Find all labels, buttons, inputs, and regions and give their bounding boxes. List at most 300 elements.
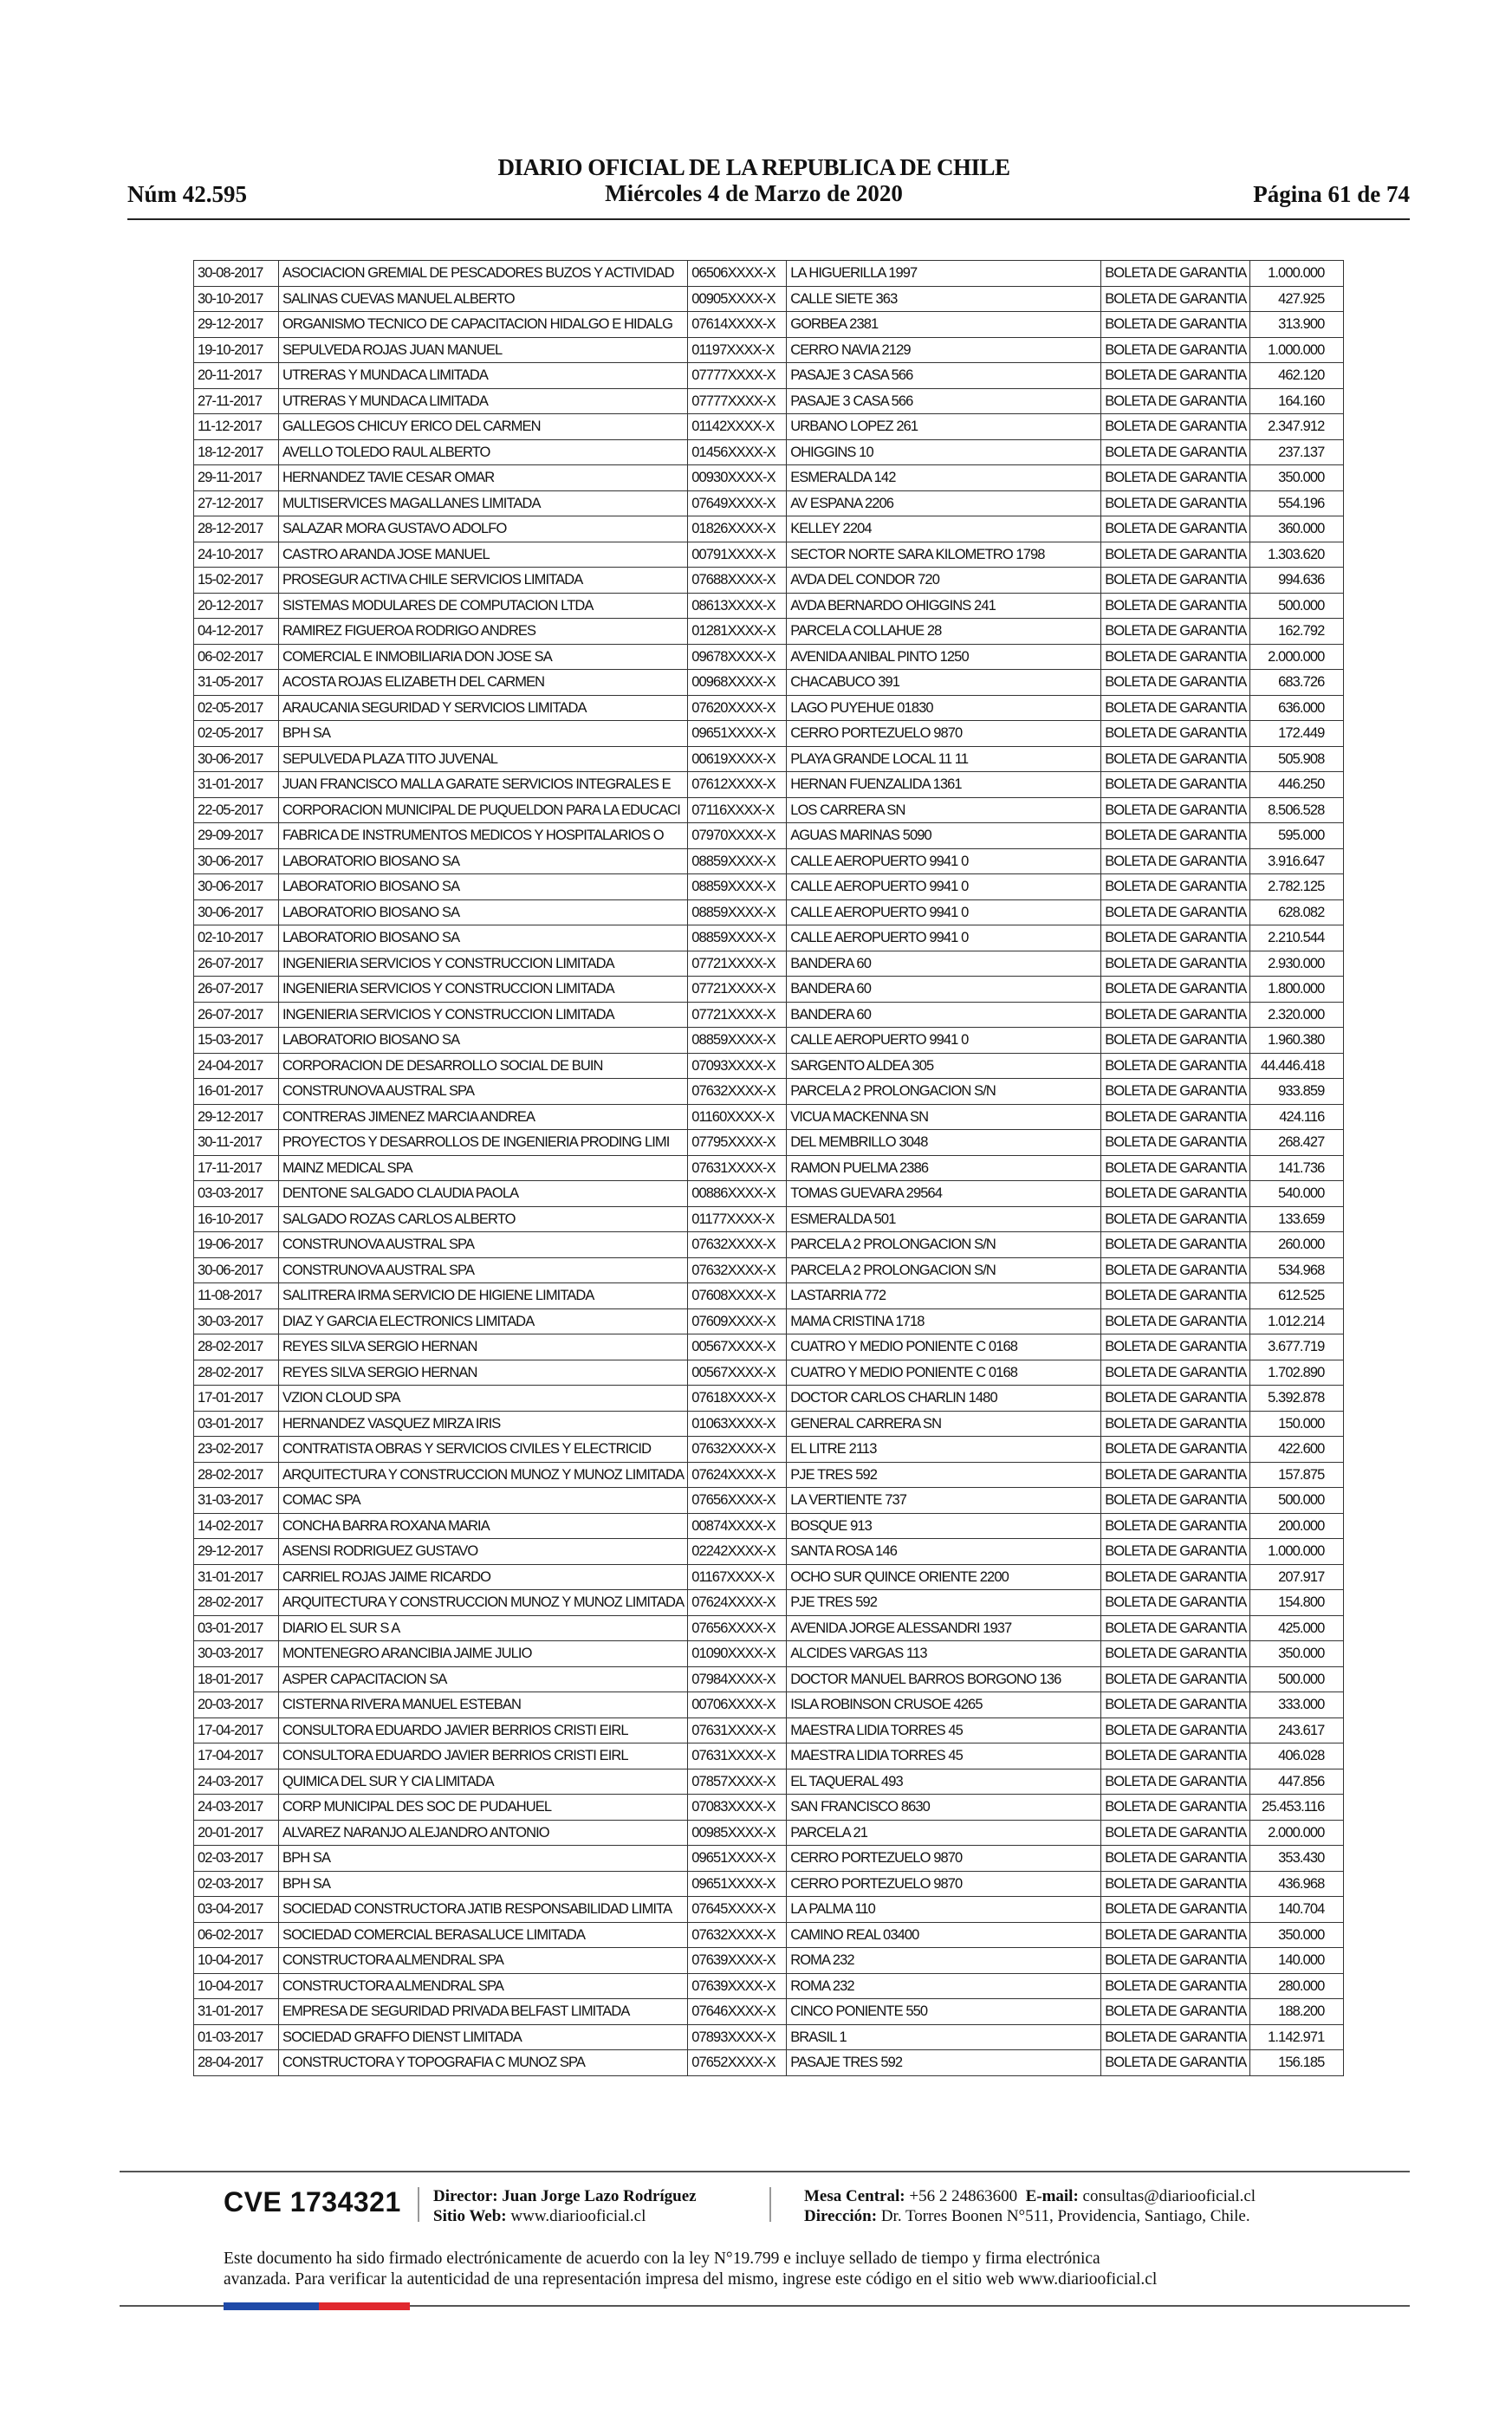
row-name: UTRERAS Y MUNDACA LIMITADA <box>279 388 688 414</box>
table-row <box>194 286 1344 312</box>
row-rut: 07970XXXX-X <box>688 823 787 849</box>
row-type: BOLETA DE GARANTIA <box>1101 363 1250 389</box>
table-row <box>194 516 1344 542</box>
row-name: MULTISERVICES MAGALLANES LIMITADA <box>279 490 688 516</box>
table-row <box>194 1181 1344 1207</box>
row-type: BOLETA DE GARANTIA <box>1101 490 1250 516</box>
table-row <box>194 925 1344 951</box>
row-rut: 07777XXXX-X <box>688 388 787 414</box>
row-address: SAN FRANCISCO 8630 <box>787 1795 1101 1821</box>
row-amount: 462.120 <box>1250 363 1344 389</box>
row-date: 30-06-2017 <box>194 848 279 874</box>
row-rut: 01281XXXX-X <box>688 619 787 645</box>
table-row <box>194 1411 1344 1437</box>
row-rut: 07608XXXX-X <box>688 1283 787 1309</box>
row-name: COMAC SPA <box>279 1488 688 1514</box>
row-type: BOLETA DE GARANTIA <box>1101 1053 1250 1079</box>
row-address: DOCTOR CARLOS CHARLIN 1480 <box>787 1386 1101 1412</box>
row-type: BOLETA DE GARANTIA <box>1101 1386 1250 1412</box>
table-row <box>194 797 1344 823</box>
row-name: VZION CLOUD SPA <box>279 1386 688 1412</box>
row-amount: 612.525 <box>1250 1283 1344 1309</box>
row-date: 28-02-2017 <box>194 1334 279 1360</box>
row-amount: 8.506.528 <box>1250 797 1344 823</box>
row-type: BOLETA DE GARANTIA <box>1101 951 1250 977</box>
table-body <box>194 261 1344 2076</box>
row-address: AVENIDA JORGE ALESSANDRI 1937 <box>787 1615 1101 1641</box>
row-date: 29-12-2017 <box>194 1539 279 1565</box>
row-name: FABRICA DE INSTRUMENTOS MEDICOS Y HOSPITALARIOS O <box>279 823 688 849</box>
row-date: 31-01-2017 <box>194 1564 279 1590</box>
row-address: GENERAL CARRERA SN <box>787 1411 1101 1437</box>
row-rut: 08859XXXX-X <box>688 1028 787 1054</box>
table-row <box>194 772 1344 798</box>
table-row <box>194 414 1344 440</box>
row-name: SOCIEDAD COMERCIAL BERASALUCE LIMITADA <box>279 1922 688 1948</box>
row-rut: 00905XXXX-X <box>688 286 787 312</box>
newspaper-title: DIARIO OFICIAL DE LA REPUBLICA DE CHILE <box>497 154 1010 180</box>
row-type: BOLETA DE GARANTIA <box>1101 388 1250 414</box>
row-date: 16-01-2017 <box>194 1079 279 1105</box>
row-address: AGUAS MARINAS 5090 <box>787 823 1101 849</box>
row-date: 30-06-2017 <box>194 1257 279 1283</box>
row-rut: 07645XXXX-X <box>688 1897 787 1923</box>
row-amount: 360.000 <box>1250 516 1344 542</box>
row-date: 26-07-2017 <box>194 977 279 1003</box>
row-address: PLAYA GRANDE LOCAL 11 11 <box>787 746 1101 772</box>
row-date: 01-03-2017 <box>194 2024 279 2050</box>
row-address: LOS CARRERA SN <box>787 797 1101 823</box>
director-label: Director: <box>433 2187 498 2205</box>
row-date: 27-11-2017 <box>194 388 279 414</box>
row-address: OCHO SUR QUINCE ORIENTE 2200 <box>787 1564 1101 1590</box>
row-address: URBANO LOPEZ 261 <box>787 414 1101 440</box>
row-date: 16-10-2017 <box>194 1206 279 1232</box>
row-type: BOLETA DE GARANTIA <box>1101 1539 1250 1565</box>
row-amount: 422.600 <box>1250 1437 1344 1463</box>
row-date: 11-08-2017 <box>194 1283 279 1309</box>
row-type: BOLETA DE GARANTIA <box>1101 1769 1250 1795</box>
row-amount: 1.303.620 <box>1250 542 1344 568</box>
row-amount: 3.677.719 <box>1250 1334 1344 1360</box>
mesa-phone: +56 2 24863600 <box>909 2187 1018 2205</box>
row-date: 31-01-2017 <box>194 772 279 798</box>
row-name: BPH SA <box>279 721 688 747</box>
row-type: BOLETA DE GARANTIA <box>1101 925 1250 951</box>
row-type: BOLETA DE GARANTIA <box>1101 439 1250 465</box>
row-rut: 07639XXXX-X <box>688 1948 787 1974</box>
row-name: JUAN FRANCISCO MALLA GARATE SERVICIOS INTEGRALES E <box>279 772 688 798</box>
row-date: 28-02-2017 <box>194 1360 279 1386</box>
table-row <box>194 746 1344 772</box>
row-type: BOLETA DE GARANTIA <box>1101 312 1250 338</box>
table-row <box>194 1564 1344 1590</box>
director-name: Juan Jorge Lazo Rodríguez <box>502 2187 697 2205</box>
row-type: BOLETA DE GARANTIA <box>1101 695 1250 721</box>
table-row <box>194 1820 1344 1846</box>
row-date: 14-02-2017 <box>194 1513 279 1539</box>
table-row <box>194 1743 1344 1769</box>
row-rut: 07614XXXX-X <box>688 312 787 338</box>
row-date: 30-08-2017 <box>194 261 279 287</box>
row-rut: 01826XXXX-X <box>688 516 787 542</box>
row-rut: 08859XXXX-X <box>688 848 787 874</box>
row-amount: 237.137 <box>1250 439 1344 465</box>
table-row <box>194 1795 1344 1821</box>
row-rut: 07632XXXX-X <box>688 1922 787 1948</box>
row-address: SARGENTO ALDEA 305 <box>787 1053 1101 1079</box>
row-type: BOLETA DE GARANTIA <box>1101 1283 1250 1309</box>
row-address: CUATRO Y MEDIO PONIENTE C 0168 <box>787 1334 1101 1360</box>
row-date: 02-03-2017 <box>194 1871 279 1897</box>
row-rut: 07721XXXX-X <box>688 1002 787 1028</box>
row-type: BOLETA DE GARANTIA <box>1101 772 1250 798</box>
row-type: BOLETA DE GARANTIA <box>1101 1079 1250 1105</box>
table-row <box>194 1973 1344 1999</box>
flag-stripe-blue <box>224 2302 319 2310</box>
row-rut: 01063XXXX-X <box>688 1411 787 1437</box>
row-name: INGENIERIA SERVICIOS Y CONSTRUCCION LIMITADA <box>279 951 688 977</box>
row-address: BRASIL 1 <box>787 2024 1101 2050</box>
row-type: BOLETA DE GARANTIA <box>1101 1692 1250 1718</box>
table-row <box>194 1283 1344 1309</box>
row-address: ISLA ROBINSON CRUSOE 4265 <box>787 1692 1101 1718</box>
row-date: 24-04-2017 <box>194 1053 279 1079</box>
row-type: BOLETA DE GARANTIA <box>1101 1948 1250 1974</box>
table-row <box>194 874 1344 900</box>
row-date: 23-02-2017 <box>194 1437 279 1463</box>
row-name: ASPER CAPACITACION SA <box>279 1666 688 1692</box>
row-name: LABORATORIO BIOSANO SA <box>279 1028 688 1054</box>
row-type: BOLETA DE GARANTIA <box>1101 1155 1250 1181</box>
row-address: MAMA CRISTINA 1718 <box>787 1308 1101 1334</box>
row-type: BOLETA DE GARANTIA <box>1101 414 1250 440</box>
row-address: CALLE AEROPUERTO 9941 0 <box>787 848 1101 874</box>
table-row <box>194 823 1344 849</box>
table-row <box>194 1334 1344 1360</box>
row-rut: 08613XXXX-X <box>688 593 787 619</box>
row-type: BOLETA DE GARANTIA <box>1101 721 1250 747</box>
row-amount: 3.916.647 <box>1250 848 1344 874</box>
row-date: 02-05-2017 <box>194 721 279 747</box>
row-amount: 207.917 <box>1250 1564 1344 1590</box>
row-amount: 313.900 <box>1250 312 1344 338</box>
row-address: MAESTRA LIDIA TORRES 45 <box>787 1743 1101 1769</box>
row-name: CONSTRUCTORA ALMENDRAL SPA <box>279 1973 688 1999</box>
row-amount: 141.736 <box>1250 1155 1344 1181</box>
row-amount: 500.000 <box>1250 1488 1344 1514</box>
row-amount: 353.430 <box>1250 1846 1344 1872</box>
row-name: HERNANDEZ TAVIE CESAR OMAR <box>279 465 688 491</box>
row-amount: 164.160 <box>1250 388 1344 414</box>
row-rut: 07612XXXX-X <box>688 772 787 798</box>
row-address: CAMINO REAL 03400 <box>787 1922 1101 1948</box>
row-amount: 1.142.971 <box>1250 2024 1344 2050</box>
row-address: CUATRO Y MEDIO PONIENTE C 0168 <box>787 1360 1101 1386</box>
table-row <box>194 388 1344 414</box>
row-date: 06-02-2017 <box>194 1922 279 1948</box>
row-type: BOLETA DE GARANTIA <box>1101 1462 1250 1488</box>
row-rut: 07639XXXX-X <box>688 1973 787 1999</box>
row-type: BOLETA DE GARANTIA <box>1101 1564 1250 1590</box>
table-row <box>194 644 1344 670</box>
row-name: CONSULTORA EDUARDO JAVIER BERRIOS CRISTI EIRL <box>279 1743 688 1769</box>
row-type: BOLETA DE GARANTIA <box>1101 286 1250 312</box>
web-link[interactable]: www.diariooficial.cl <box>510 2207 646 2225</box>
row-date: 29-11-2017 <box>194 465 279 491</box>
row-rut: 07656XXXX-X <box>688 1488 787 1514</box>
row-address: PJE TRES 592 <box>787 1462 1101 1488</box>
row-date: 04-12-2017 <box>194 619 279 645</box>
row-date: 26-07-2017 <box>194 951 279 977</box>
row-date: 03-03-2017 <box>194 1181 279 1207</box>
row-name: CONSTRUCTORA ALMENDRAL SPA <box>279 1948 688 1974</box>
table-row <box>194 439 1344 465</box>
row-amount: 140.704 <box>1250 1897 1344 1923</box>
row-address: ESMERALDA 501 <box>787 1206 1101 1232</box>
row-rut: 01160XXXX-X <box>688 1104 787 1130</box>
legal-line: avanzada. Para verificar la autenticidad de una representación impresa del mismo, ingrese este código en el sitio web www.diariooficial.cl <box>224 2270 1158 2289</box>
row-date: 24-03-2017 <box>194 1769 279 1795</box>
row-date: 17-04-2017 <box>194 1743 279 1769</box>
row-rut: 07688XXXX-X <box>688 568 787 594</box>
row-rut: 01177XXXX-X <box>688 1206 787 1232</box>
row-amount: 636.000 <box>1250 695 1344 721</box>
row-rut: 07777XXXX-X <box>688 363 787 389</box>
row-date: 31-03-2017 <box>194 1488 279 1514</box>
row-type: BOLETA DE GARANTIA <box>1101 899 1250 925</box>
row-name: SEPULVEDA PLAZA TITO JUVENAL <box>279 746 688 772</box>
row-address: AVDA BERNARDO OHIGGINS 241 <box>787 593 1101 619</box>
table-row <box>194 1053 1344 1079</box>
row-address: LAGO PUYEHUE 01830 <box>787 695 1101 721</box>
row-name: INGENIERIA SERVICIOS Y CONSTRUCCION LIMITADA <box>279 1002 688 1028</box>
row-amount: 1.000.000 <box>1250 261 1344 287</box>
row-date: 17-04-2017 <box>194 1717 279 1743</box>
row-amount: 1.800.000 <box>1250 977 1344 1003</box>
table-row <box>194 1513 1344 1539</box>
row-date: 19-10-2017 <box>194 337 279 363</box>
row-name: CORP MUNICIPAL DES SOC DE PUDAHUEL <box>279 1795 688 1821</box>
row-type: BOLETA DE GARANTIA <box>1101 593 1250 619</box>
row-rut: 07631XXXX-X <box>688 1155 787 1181</box>
row-name: ALVAREZ NARANJO ALEJANDRO ANTONIO <box>279 1820 688 1846</box>
row-type: BOLETA DE GARANTIA <box>1101 644 1250 670</box>
row-amount: 140.000 <box>1250 1948 1344 1974</box>
row-type: BOLETA DE GARANTIA <box>1101 1717 1250 1743</box>
row-amount: 2.320.000 <box>1250 1002 1344 1028</box>
row-address: EL LITRE 2113 <box>787 1437 1101 1463</box>
row-rut: 07631XXXX-X <box>688 1717 787 1743</box>
row-type: BOLETA DE GARANTIA <box>1101 1028 1250 1054</box>
table-row <box>194 1999 1344 2025</box>
row-amount: 157.875 <box>1250 1462 1344 1488</box>
row-name: QUIMICA DEL SUR Y CIA LIMITADA <box>279 1769 688 1795</box>
row-name: UTRERAS Y MUNDACA LIMITADA <box>279 363 688 389</box>
row-rut: 07618XXXX-X <box>688 1386 787 1412</box>
row-address: PARCELA 2 PROLONGACION S/N <box>787 1079 1101 1105</box>
table-row <box>194 619 1344 645</box>
row-date: 02-05-2017 <box>194 695 279 721</box>
row-date: 20-03-2017 <box>194 1692 279 1718</box>
row-name: MONTENEGRO ARANCIBIA JAIME JULIO <box>279 1641 688 1667</box>
row-address: BOSQUE 913 <box>787 1513 1101 1539</box>
table-row <box>194 1717 1344 1743</box>
row-type: BOLETA DE GARANTIA <box>1101 465 1250 491</box>
row-amount: 162.792 <box>1250 619 1344 645</box>
row-type: BOLETA DE GARANTIA <box>1101 337 1250 363</box>
row-amount: 554.196 <box>1250 490 1344 516</box>
row-amount: 200.000 <box>1250 1513 1344 1539</box>
row-amount: 436.968 <box>1250 1871 1344 1897</box>
row-name: CONSTRUNOVA AUSTRAL SPA <box>279 1257 688 1283</box>
row-date: 17-01-2017 <box>194 1386 279 1412</box>
table-row <box>194 977 1344 1003</box>
table-row <box>194 1692 1344 1718</box>
row-amount: 628.082 <box>1250 899 1344 925</box>
row-address: RAMON PUELMA 2386 <box>787 1155 1101 1181</box>
row-amount: 2.347.912 <box>1250 414 1344 440</box>
row-address: CERRO PORTEZUELO 9870 <box>787 1846 1101 1872</box>
legal-notice <box>224 2249 1367 2290</box>
row-date: 30-06-2017 <box>194 899 279 925</box>
email-link[interactable]: consultas@diariooficial.cl <box>1082 2187 1256 2205</box>
row-rut: 07083XXXX-X <box>688 1795 787 1821</box>
row-name: DIARIO EL SUR S A <box>279 1615 688 1641</box>
row-rut: 07624XXXX-X <box>688 1590 787 1616</box>
row-amount: 243.617 <box>1250 1717 1344 1743</box>
row-rut: 01197XXXX-X <box>688 337 787 363</box>
row-address: BANDERA 60 <box>787 1002 1101 1028</box>
row-type: BOLETA DE GARANTIA <box>1101 1130 1250 1156</box>
row-address: DOCTOR MANUEL BARROS BORGONO 136 <box>787 1666 1101 1692</box>
row-address: CALLE AEROPUERTO 9941 0 <box>787 899 1101 925</box>
row-date: 30-10-2017 <box>194 286 279 312</box>
address-label: Dirección: <box>804 2207 878 2225</box>
row-rut: 08859XXXX-X <box>688 874 787 900</box>
email-label: E-mail: <box>1025 2187 1079 2205</box>
row-date: 29-12-2017 <box>194 312 279 338</box>
row-name: CARRIEL ROJAS JAIME RICARDO <box>279 1564 688 1590</box>
row-rut: 00930XXXX-X <box>688 465 787 491</box>
row-address: OHIGGINS 10 <box>787 439 1101 465</box>
row-type: BOLETA DE GARANTIA <box>1101 1820 1250 1846</box>
row-type: BOLETA DE GARANTIA <box>1101 1308 1250 1334</box>
row-amount: 933.859 <box>1250 1079 1344 1105</box>
row-type: BOLETA DE GARANTIA <box>1101 1232 1250 1258</box>
row-rut: 07632XXXX-X <box>688 1079 787 1105</box>
row-name: CONSULTORA EDUARDO JAVIER BERRIOS CRISTI EIRL <box>279 1717 688 1743</box>
row-name: REYES SILVA SERGIO HERNAN <box>279 1360 688 1386</box>
table-row <box>194 1922 1344 1948</box>
table-row <box>194 1257 1344 1283</box>
row-type: BOLETA DE GARANTIA <box>1101 516 1250 542</box>
table-row <box>194 1104 1344 1130</box>
row-name: ACOSTA ROJAS ELIZABETH DEL CARMEN <box>279 670 688 696</box>
row-type: BOLETA DE GARANTIA <box>1101 1257 1250 1283</box>
row-amount: 150.000 <box>1250 1411 1344 1437</box>
row-name: CONSTRUCTORA Y TOPOGRAFIA C MUNOZ SPA <box>279 2050 688 2076</box>
row-name: INGENIERIA SERVICIOS Y CONSTRUCCION LIMITADA <box>279 977 688 1003</box>
row-name: LABORATORIO BIOSANO SA <box>279 874 688 900</box>
row-type: BOLETA DE GARANTIA <box>1101 568 1250 594</box>
table-row <box>194 721 1344 747</box>
row-date: 24-10-2017 <box>194 542 279 568</box>
row-amount: 447.856 <box>1250 1769 1344 1795</box>
row-type: BOLETA DE GARANTIA <box>1101 1411 1250 1437</box>
row-date: 28-12-2017 <box>194 516 279 542</box>
row-name: ARQUITECTURA Y CONSTRUCCION MUNOZ Y MUNOZ LIMITADA <box>279 1590 688 1616</box>
row-address: PARCELA COLLAHUE 28 <box>787 619 1101 645</box>
row-address: PASAJE 3 CASA 566 <box>787 388 1101 414</box>
table-row <box>194 1846 1344 1872</box>
row-name: LABORATORIO BIOSANO SA <box>279 899 688 925</box>
row-amount: 333.000 <box>1250 1692 1344 1718</box>
table-row <box>194 1130 1344 1156</box>
row-date: 30-03-2017 <box>194 1641 279 1667</box>
issue-number: Núm 42.595 <box>127 181 248 207</box>
row-date: 20-11-2017 <box>194 363 279 389</box>
table-row <box>194 1360 1344 1386</box>
row-address: SANTA ROSA 146 <box>787 1539 1101 1565</box>
table-row <box>194 1871 1344 1897</box>
row-date: 26-07-2017 <box>194 1002 279 1028</box>
row-date: 18-01-2017 <box>194 1666 279 1692</box>
row-rut: 07632XXXX-X <box>688 1257 787 1283</box>
row-type: BOLETA DE GARANTIA <box>1101 848 1250 874</box>
row-amount: 350.000 <box>1250 1641 1344 1667</box>
row-date: 15-03-2017 <box>194 1028 279 1054</box>
row-amount: 1.960.380 <box>1250 1028 1344 1054</box>
row-address: CALLE AEROPUERTO 9941 0 <box>787 925 1101 951</box>
row-type: BOLETA DE GARANTIA <box>1101 1973 1250 1999</box>
table-row <box>194 1437 1344 1463</box>
guarantee-table <box>193 260 1344 2076</box>
table-row <box>194 848 1344 874</box>
row-type: BOLETA DE GARANTIA <box>1101 261 1250 287</box>
row-type: BOLETA DE GARANTIA <box>1101 1897 1250 1923</box>
row-rut: 09651XXXX-X <box>688 1846 787 1872</box>
row-amount: 1.702.890 <box>1250 1360 1344 1386</box>
row-rut: 00567XXXX-X <box>688 1360 787 1386</box>
row-date: 30-06-2017 <box>194 874 279 900</box>
row-type: BOLETA DE GARANTIA <box>1101 1104 1250 1130</box>
flag-stripe-red <box>319 2302 410 2310</box>
row-date: 20-12-2017 <box>194 593 279 619</box>
row-amount: 446.250 <box>1250 772 1344 798</box>
row-type: BOLETA DE GARANTIA <box>1101 1590 1250 1616</box>
row-type: BOLETA DE GARANTIA <box>1101 542 1250 568</box>
table-row <box>194 465 1344 491</box>
row-amount: 350.000 <box>1250 465 1344 491</box>
row-address: AVENIDA ANIBAL PINTO 1250 <box>787 644 1101 670</box>
row-address: PARCELA 2 PROLONGACION S/N <box>787 1232 1101 1258</box>
row-address: DEL MEMBRILLO 3048 <box>787 1130 1101 1156</box>
row-amount: 500.000 <box>1250 593 1344 619</box>
table-row <box>194 542 1344 568</box>
table-row <box>194 1539 1344 1565</box>
row-type: BOLETA DE GARANTIA <box>1101 1666 1250 1692</box>
row-name: GALLEGOS CHICUY ERICO DEL CARMEN <box>279 414 688 440</box>
row-address: CALLE SIETE 363 <box>787 286 1101 312</box>
row-address: CERRO NAVIA 2129 <box>787 337 1101 363</box>
row-name: CORPORACION DE DESARROLLO SOCIAL DE BUIN <box>279 1053 688 1079</box>
header-divider <box>127 218 1410 220</box>
row-rut: 01456XXXX-X <box>688 439 787 465</box>
row-address: HERNAN FUENZALIDA 1361 <box>787 772 1101 798</box>
row-type: BOLETA DE GARANTIA <box>1101 1795 1250 1821</box>
row-type: BOLETA DE GARANTIA <box>1101 1743 1250 1769</box>
